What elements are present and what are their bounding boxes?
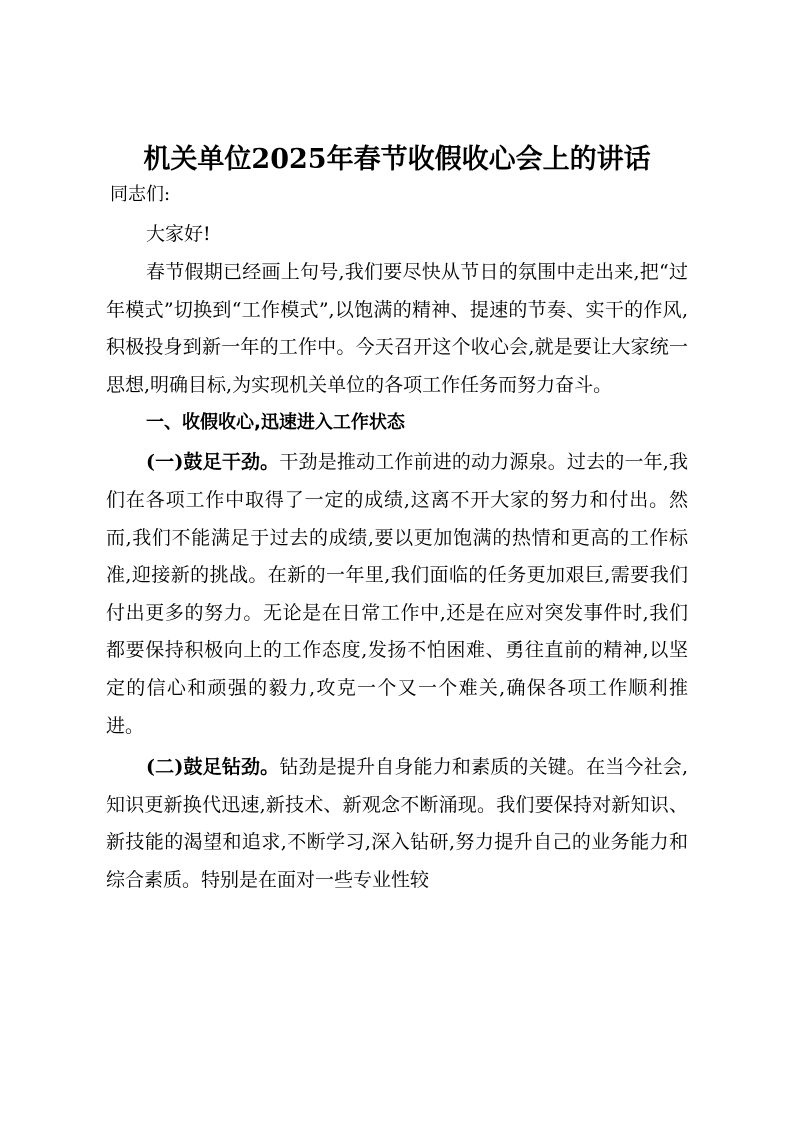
item-1-paragraph xyxy=(106,444,688,745)
item-2-paragraph xyxy=(106,749,688,899)
greeting: 大家好! xyxy=(146,223,211,245)
section-heading-1: 一、收假收心,迅速进入工作状态 xyxy=(146,412,405,434)
item-1-text: 干劲是推动工作前进的动力源泉。过去的一年,我们在各项工作中取得了一定的成绩,这离不开大家的努力和付出。然而,我们不能满足于过去的成绩,要以更加饱满的热情和更高的工作标准,迎接新的挑战。在新的一年里,我们面临的任务更加艰巨,需要我们付出更多的努力。无论是在日常工作中,还是在应对突发事件时,我们都要保持积极向上的工作态度,发扬不怕困难、勇往直前的精神,以坚定的信心和顽强的毅力,攻克一个又一个难关,确保各项工作顺利推进。 xyxy=(106,451,688,737)
item-1-lead: (一)鼓足干劲。 xyxy=(146,451,280,474)
document-title: 机关单位2025年春节收假收心会上的讲话 xyxy=(143,144,651,175)
document-page xyxy=(106,140,688,900)
item-2-lead: (二)鼓足钻劲。 xyxy=(146,756,280,779)
salutation: 同志们: xyxy=(110,184,171,205)
item-2-text: 钻劲是提升自身能力和素质的关键。在当今社会,知识更新换代迅速,新技术、新观念不断涌现。我们要保持对新知识、新技能的渴望和追求,不断学习,深入钻研,努力提升自己的业务能力和综合素质。特别是在面对一些专业性较 xyxy=(106,756,688,891)
intro-paragraph: 春节假期已经画上句号,我们要尽快从节日的氛围中走出来,把“过年模式”切换到“工作模式”,以饱满的精神、提速的节奏、实干的作风,积极投身到新一年的工作中。今天召开这个收心会,就是要让大家统一思想,明确目标,为实现机关单位的各项工作任务而努力奋斗。 xyxy=(106,261,688,396)
